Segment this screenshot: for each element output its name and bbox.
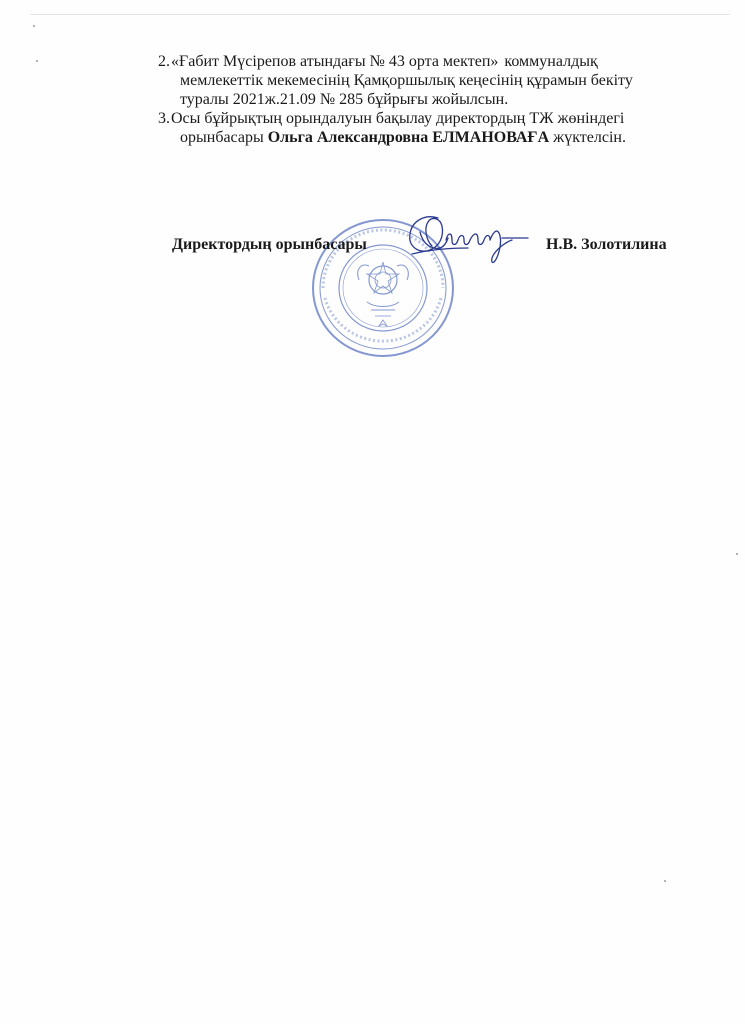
order-items-list — [158, 52, 688, 147]
list-item — [158, 52, 688, 109]
item-number: 2. — [158, 53, 170, 70]
item-text: орынбасары — [180, 129, 264, 146]
item-line — [180, 128, 688, 147]
item-text: жүктелсін. — [553, 129, 626, 146]
item-line: мемлекеттік мекемесінің Қамқоршылық кеңесінің құрамын бекіту — [180, 72, 633, 89]
signature-block — [0, 236, 745, 266]
item-line: Осы бұйрықтың орындалуын бақылау директордың ТЖ жөніндегі — [171, 110, 625, 127]
scan-speck — [664, 880, 666, 882]
item-line — [171, 52, 688, 71]
scan-top-edge — [30, 14, 730, 15]
item-line: туралы 2021ж.21.09 № 285 бұйрығы жойылсын. — [180, 91, 509, 108]
item-text: коммуналдық — [504, 53, 598, 70]
item-text: «Ғабит Мүсірепов атындағы № 43 орта мектеп» — [171, 53, 499, 70]
scan-speck — [736, 553, 738, 555]
list-item — [158, 109, 688, 147]
signatory-title: Директордың орынбасары — [172, 236, 367, 253]
scan-speck — [33, 25, 35, 27]
item-number: 3. — [158, 110, 170, 127]
signatory-name: Н.В. Золотилина — [546, 236, 667, 253]
scan-speck — [36, 60, 38, 62]
responsible-person-name: Ольга Александровна ЕЛМАНОВАҒА — [267, 129, 550, 146]
